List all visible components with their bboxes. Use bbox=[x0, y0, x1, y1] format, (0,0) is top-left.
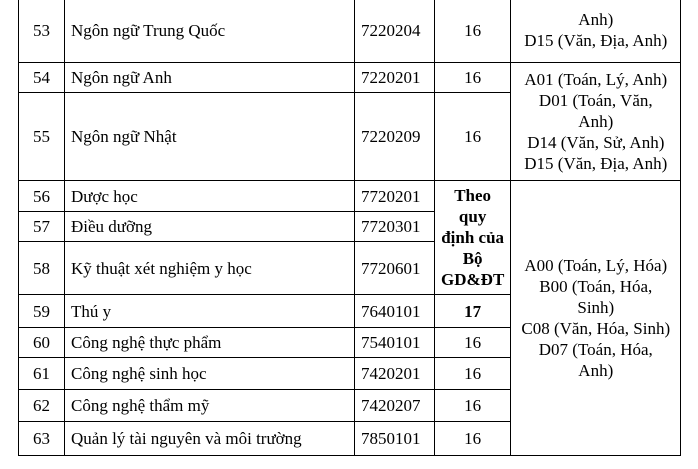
program-code: 7220209 bbox=[355, 93, 435, 181]
program-name: Công nghệ thực phẩm bbox=[65, 328, 355, 358]
min-score: 16 bbox=[435, 0, 511, 63]
min-score: 16 bbox=[435, 358, 511, 390]
row-number: 62 bbox=[19, 390, 65, 422]
min-score: 17 bbox=[435, 295, 511, 328]
row-number: 63 bbox=[19, 422, 65, 456]
program-code: 7720301 bbox=[355, 212, 435, 242]
program-name: Công nghệ thẩm mỹ bbox=[65, 390, 355, 422]
row-number: 60 bbox=[19, 328, 65, 358]
combo-line: A01 (Toán, Lý, Anh) bbox=[524, 70, 668, 89]
program-name: Dược học bbox=[65, 181, 355, 212]
program-code: 7220204 bbox=[355, 0, 435, 63]
combo-line: D15 (Văn, Địa, Anh) bbox=[524, 154, 668, 173]
subject-combos-3 bbox=[511, 181, 681, 456]
row-number: 54 bbox=[19, 63, 65, 93]
combo-line: D07 (Toán, Hóa, bbox=[538, 340, 653, 359]
subject-combos-1 bbox=[511, 0, 681, 63]
table-row bbox=[19, 63, 681, 93]
min-score: 16 bbox=[435, 63, 511, 93]
merged-score-note bbox=[435, 181, 511, 295]
row-number: 56 bbox=[19, 181, 65, 212]
combo-line: Sinh) bbox=[577, 298, 615, 317]
program-code: 7220201 bbox=[355, 63, 435, 93]
score-note-line: GD&ĐT bbox=[441, 270, 505, 289]
program-code: 7720201 bbox=[355, 181, 435, 212]
program-name: Kỹ thuật xét nghiệm y học bbox=[65, 242, 355, 295]
combo-line: D15 (Văn, Địa, Anh) bbox=[524, 31, 668, 50]
combo-line: Anh) bbox=[578, 361, 614, 380]
row-number: 58 bbox=[19, 242, 65, 295]
combo-line: Anh) bbox=[578, 10, 614, 29]
program-name: Ngôn ngữ Trung Quốc bbox=[65, 0, 355, 63]
min-score: 16 bbox=[435, 390, 511, 422]
program-name: Công nghệ sinh học bbox=[65, 358, 355, 390]
program-name: Ngôn ngữ Anh bbox=[65, 63, 355, 93]
combo-line: D01 (Toán, Văn, bbox=[538, 91, 653, 110]
program-name: Thú y bbox=[65, 295, 355, 328]
program-code: 7540101 bbox=[355, 328, 435, 358]
program-name: Ngôn ngữ Nhật bbox=[65, 93, 355, 181]
table-row bbox=[19, 0, 681, 63]
program-code: 7720601 bbox=[355, 242, 435, 295]
combo-line: Anh) bbox=[578, 112, 614, 131]
combo-line: D14 (Văn, Sử, Anh) bbox=[527, 133, 665, 152]
program-code: 7850101 bbox=[355, 422, 435, 456]
row-number: 59 bbox=[19, 295, 65, 328]
combo-line: B00 (Toán, Hóa, bbox=[539, 277, 653, 296]
combo-line: C08 (Văn, Hóa, Sinh) bbox=[521, 319, 671, 338]
subject-combos-2 bbox=[511, 63, 681, 181]
min-score: 16 bbox=[435, 422, 511, 456]
score-note-line: định của bbox=[441, 228, 505, 247]
combo-line: A00 (Toán, Lý, Hóa) bbox=[524, 256, 668, 275]
row-number: 57 bbox=[19, 212, 65, 242]
score-note-line: quy bbox=[458, 207, 487, 226]
program-code: 7640101 bbox=[355, 295, 435, 328]
score-note-line: Bộ bbox=[462, 249, 483, 268]
program-name: Điều dưỡng bbox=[65, 212, 355, 242]
table-row bbox=[19, 181, 681, 212]
min-score: 16 bbox=[435, 328, 511, 358]
program-name: Quản lý tài nguyên và môi trường bbox=[65, 422, 355, 456]
score-note-line: Theo bbox=[454, 186, 492, 205]
admission-table bbox=[18, 0, 681, 456]
row-number: 55 bbox=[19, 93, 65, 181]
program-code: 7420201 bbox=[355, 358, 435, 390]
row-number: 61 bbox=[19, 358, 65, 390]
program-code: 7420207 bbox=[355, 390, 435, 422]
row-number: 53 bbox=[19, 0, 65, 63]
min-score: 16 bbox=[435, 93, 511, 181]
